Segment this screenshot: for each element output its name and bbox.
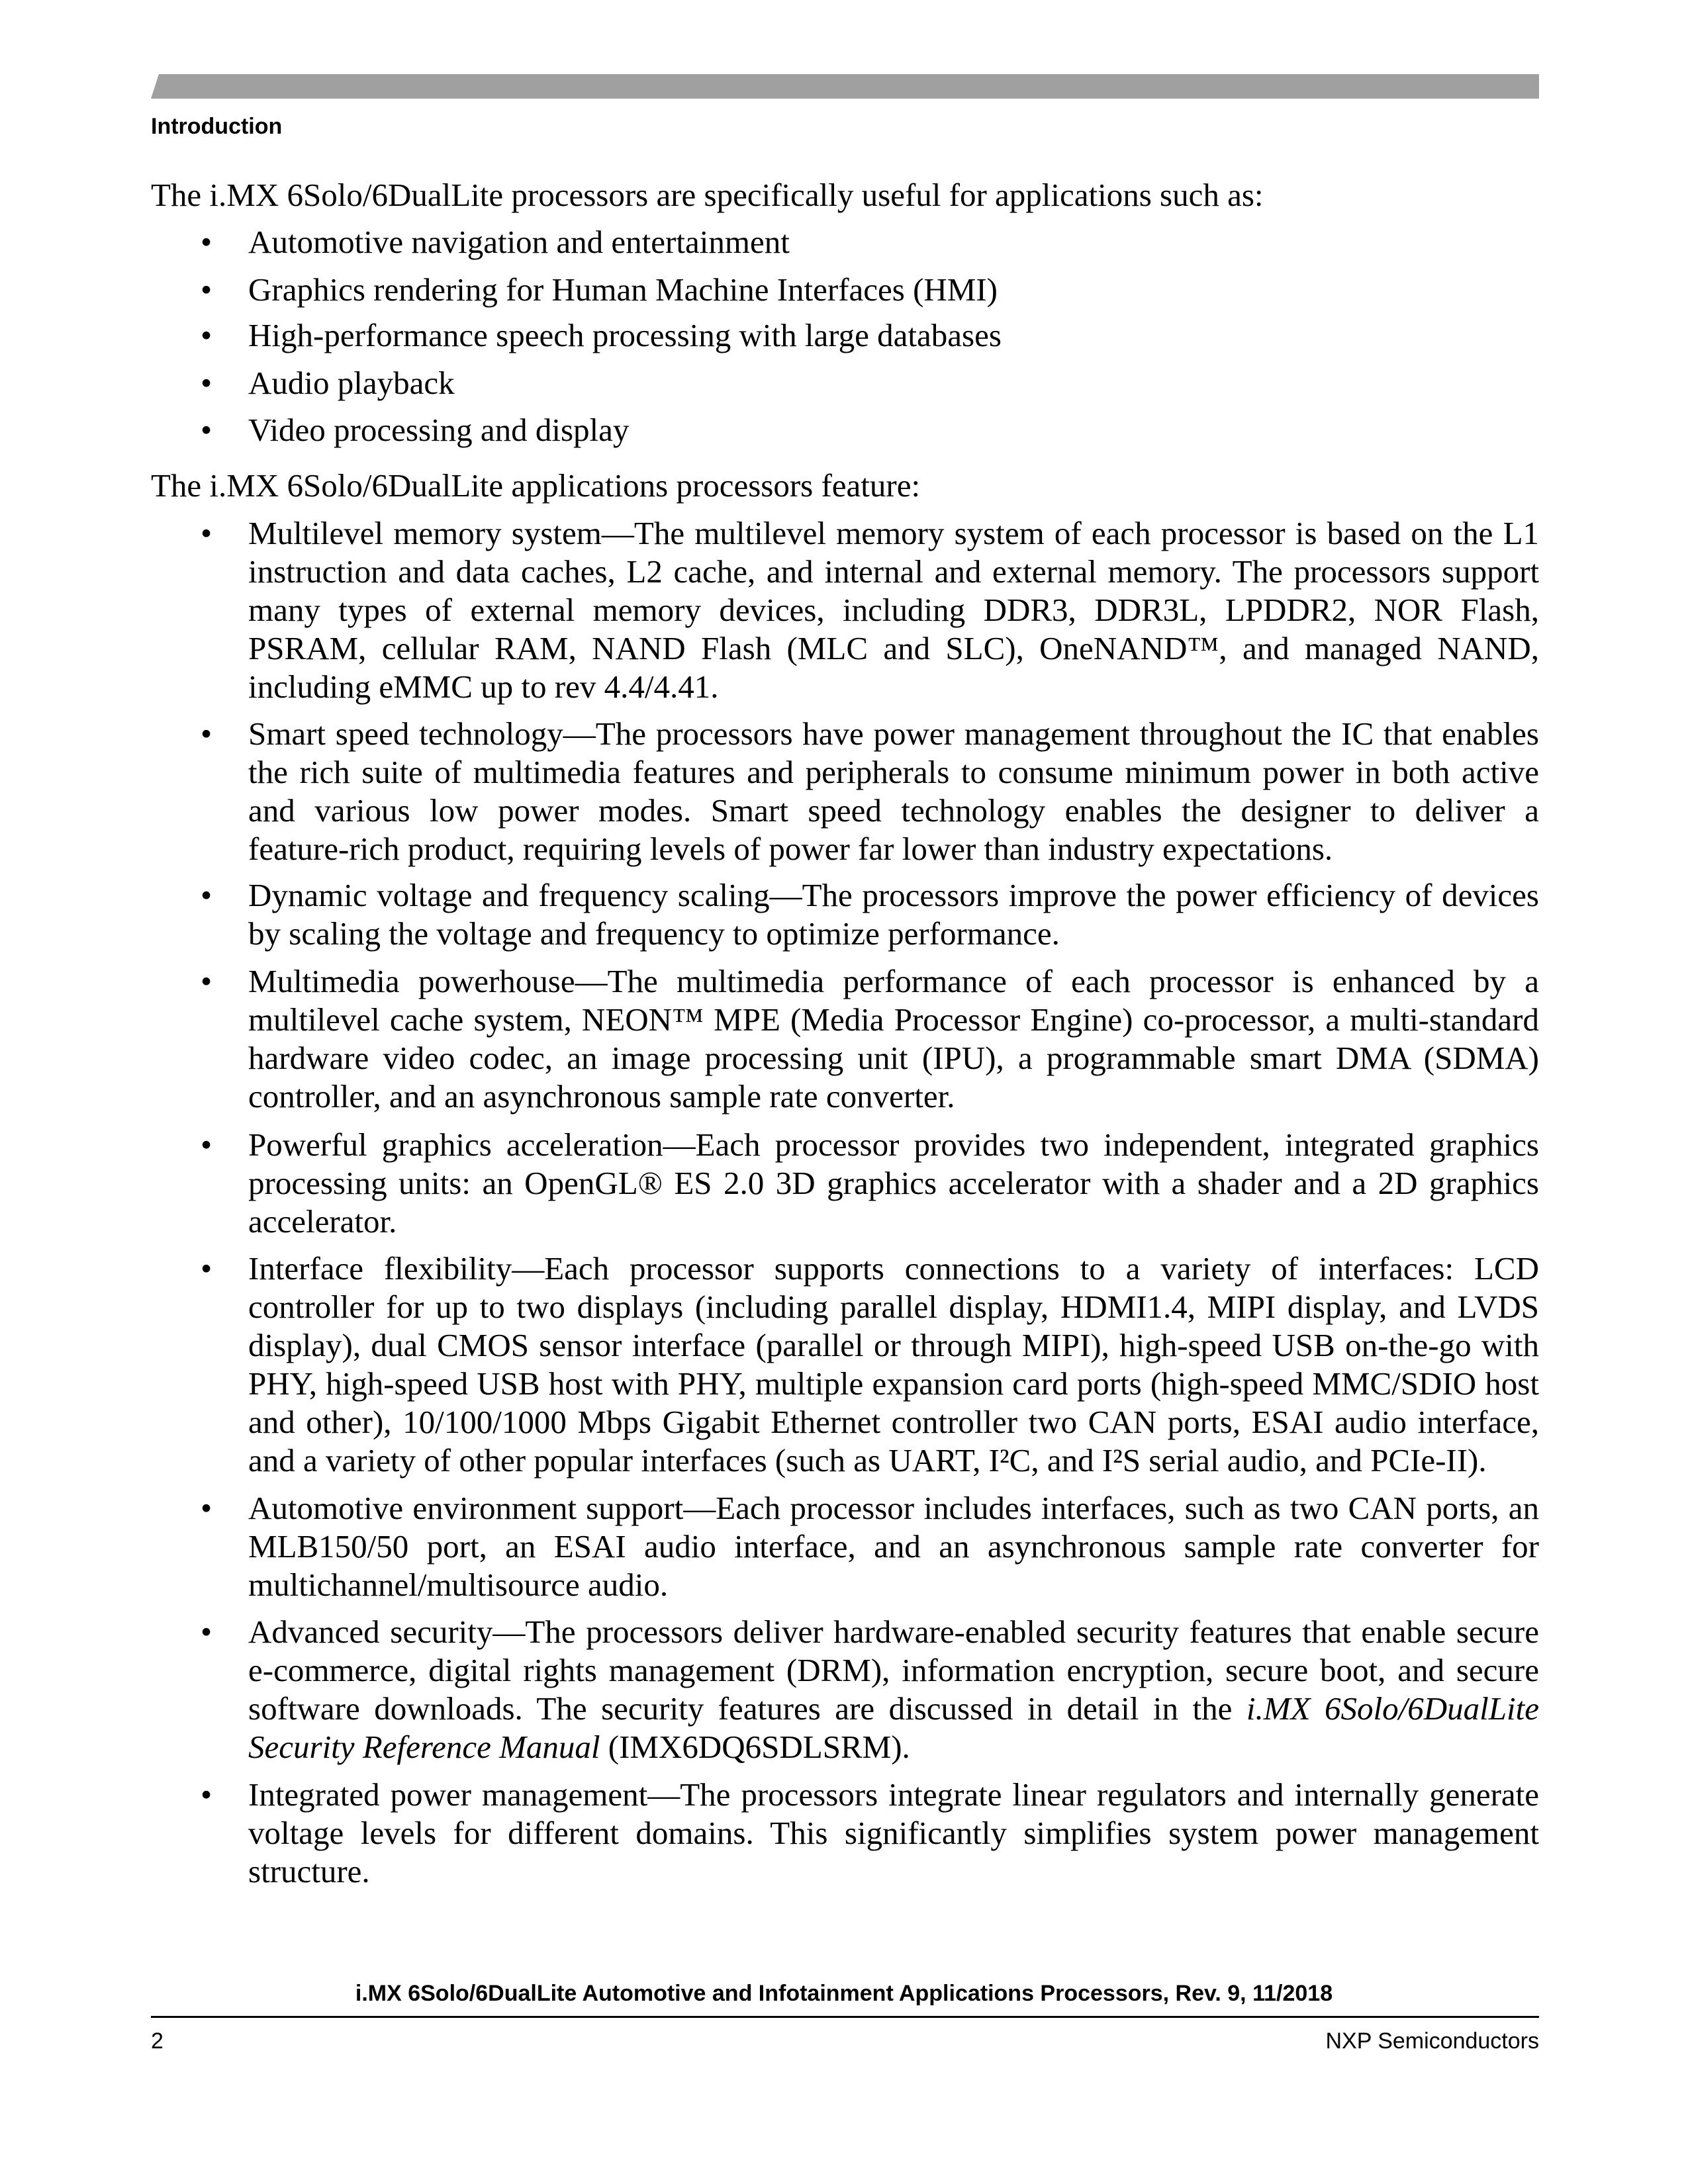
feature-text-line: Interface flexibility—Each processor supports connections to a variety of interfaces: LCD — [248, 1250, 1539, 1287]
feature-text-line: structure. — [248, 1853, 370, 1889]
footer-document-title: i.MX 6Solo/6DualLite Automotive and Infotainment Applications Processors, Rev. 9, 11/2018 — [355, 1981, 1333, 2006]
feature-text-line: the rich suite of multimedia features and peripherals to consume minimum power in both active — [248, 754, 1539, 790]
bullet-icon: • — [201, 412, 212, 448]
list-item-text: Graphics rendering for Human Machine Interfaces (HMI) — [248, 271, 998, 308]
list-item-text: Video processing and display — [248, 412, 630, 448]
bullet-icon: • — [201, 1490, 212, 1526]
feature-text-line: Automotive environment support—Each processor includes interfaces, such as two CAN ports, an — [248, 1490, 1539, 1526]
feature-text-line: including eMMC up to rev 4.4/4.41. — [248, 668, 719, 705]
feature-text-line: instruction and data caches, L2 cache, and internal and external memory. The processors support — [248, 553, 1539, 590]
bullet-icon: • — [201, 224, 212, 260]
application-list-item — [201, 223, 1539, 261]
feature-list-item — [201, 962, 1539, 1116]
feature-text-line: controller for up to two displays (including parallel display, HDMI1.4, MIPI display, and LVDS — [248, 1289, 1539, 1325]
bullet-icon: • — [201, 317, 212, 353]
document-title-reference: Security Reference Manual — [248, 1729, 600, 1765]
feature-text-line: display), dual CMOS sensor interface (parallel or through MIPI), high-speed USB on-the-go with — [248, 1327, 1539, 1363]
bullet-icon: • — [201, 1614, 212, 1650]
feature-list-item — [201, 1489, 1539, 1604]
application-list-item — [201, 364, 1539, 402]
section-title: Introduction — [151, 114, 283, 139]
feature-text-line: Multimedia powerhouse—The multimedia performance of each processor is enhanced by a — [248, 963, 1539, 999]
bullet-icon: • — [201, 515, 212, 551]
feature-text-line: controller, and an asynchronous sample rate converter. — [248, 1078, 955, 1115]
feature-text-line: Powerful graphics acceleration—Each processor provides two independent, integrated graphics — [248, 1126, 1539, 1163]
feature-list-item — [201, 1126, 1539, 1241]
feature-list-item — [201, 514, 1539, 706]
feature-text-line — [248, 1690, 1539, 1728]
bullet-icon: • — [201, 365, 212, 401]
feature-text-line: many types of external memory devices, including DDR3, DDR3L, LPDDR2, NOR Flash, — [248, 592, 1539, 628]
feature-list-item — [201, 1776, 1539, 1891]
bullet-icon: • — [201, 1126, 212, 1163]
feature-text-line: multilevel cache system, NEON™ MPE (Media Processor Engine) co-processor, a multi-standard — [248, 1001, 1539, 1038]
feature-text-line — [248, 1728, 1539, 1766]
company-name: NXP Semiconductors — [1325, 2028, 1539, 2054]
feature-list-item — [201, 1250, 1539, 1480]
feature-text-line: processing units: an OpenGL® ES 2.0 3D graphics accelerator with a shader and a 2D graphics — [248, 1165, 1539, 1201]
intro-paragraph-2: The i.MX 6Solo/6DualLite applications processors feature: — [151, 467, 921, 504]
feature-list-item — [201, 876, 1539, 953]
feature-text-line: PHY, high-speed USB host with PHY, multiple expansion card ports (high-speed MMC/SDIO host — [248, 1365, 1539, 1402]
page-number: 2 — [151, 2028, 164, 2054]
feature-text-line: and other), 10/100/1000 Mbps Gigabit Ethernet controller two CAN ports, ESAI audio interface, — [248, 1404, 1539, 1440]
text-segment: software downloads. The security features are discussed in detail in the — [248, 1690, 1246, 1727]
feature-text-line: MLB150/50 port, an ESAI audio interface, and an asynchronous sample rate converter for — [248, 1528, 1539, 1565]
text-segment: (IMX6DQ6SDLSRM). — [600, 1729, 910, 1765]
feature-text-line: Multilevel memory system—The multilevel memory system of each processor is based on the L1 — [248, 515, 1539, 551]
feature-text-line: Integrated power management—The processors integrate linear regulators and internally generate — [248, 1776, 1539, 1813]
feature-text-line: Smart speed technology—The processors have power management throughout the IC that enables — [248, 715, 1539, 752]
feature-list-item — [201, 1613, 1539, 1766]
feature-text-line: e-commerce, digital rights management (DRM), information encryption, secure boot, and secure — [248, 1652, 1539, 1688]
feature-text-line: PSRAM, cellular RAM, NAND Flash (MLC and SLC), OneNAND™, and managed NAND, — [248, 630, 1539, 666]
feature-text-line: feature-rich product, requiring levels of power far lower than industry expectations. — [248, 831, 1333, 867]
feature-text-line: Dynamic voltage and frequency scaling—The processors improve the power efficiency of devices — [248, 877, 1539, 913]
feature-text-line: accelerator. — [248, 1203, 397, 1240]
feature-text-line: voltage levels for different domains. This significantly simplifies system power management — [248, 1815, 1539, 1851]
list-item-text: Audio playback — [248, 365, 455, 401]
bullet-icon: • — [201, 1776, 212, 1813]
document-title-reference: i.MX 6Solo/6DualLite — [1246, 1690, 1539, 1727]
header-bar — [151, 74, 1539, 99]
feature-text-line: and a variety of other popular interfaces (such as UART, I²C, and I²S serial audio, and PCIe-II). — [248, 1442, 1487, 1479]
application-list-item — [201, 271, 1539, 309]
bullet-icon: • — [201, 877, 212, 913]
feature-text-line: by scaling the voltage and frequency to optimize performance. — [248, 915, 1060, 952]
bullet-icon: • — [201, 1250, 212, 1287]
list-item-text: High-performance speech processing with large databases — [248, 317, 1002, 353]
feature-text-line: Advanced security—The processors deliver hardware-enabled security features that enable secure — [248, 1614, 1539, 1650]
bullet-icon: • — [201, 963, 212, 999]
feature-text-line: hardware video codec, an image processing unit (IPU), a programmable smart DMA (SDMA) — [248, 1040, 1539, 1076]
feature-list-item — [201, 715, 1539, 868]
list-item-text: Automotive navigation and entertainment — [248, 224, 790, 260]
bullet-icon: • — [201, 715, 212, 752]
bullet-icon: • — [201, 271, 212, 308]
footer-rule — [151, 2016, 1539, 2018]
feature-text-line: multichannel/multisource audio. — [248, 1567, 669, 1603]
intro-paragraph-1: The i.MX 6Solo/6DualLite processors are specifically useful for applications such as: — [151, 177, 1264, 213]
application-list-item — [201, 411, 1539, 449]
application-list-item — [201, 316, 1539, 355]
feature-text-line: and various low power modes. Smart speed technology enables the designer to deliver a — [248, 792, 1539, 829]
